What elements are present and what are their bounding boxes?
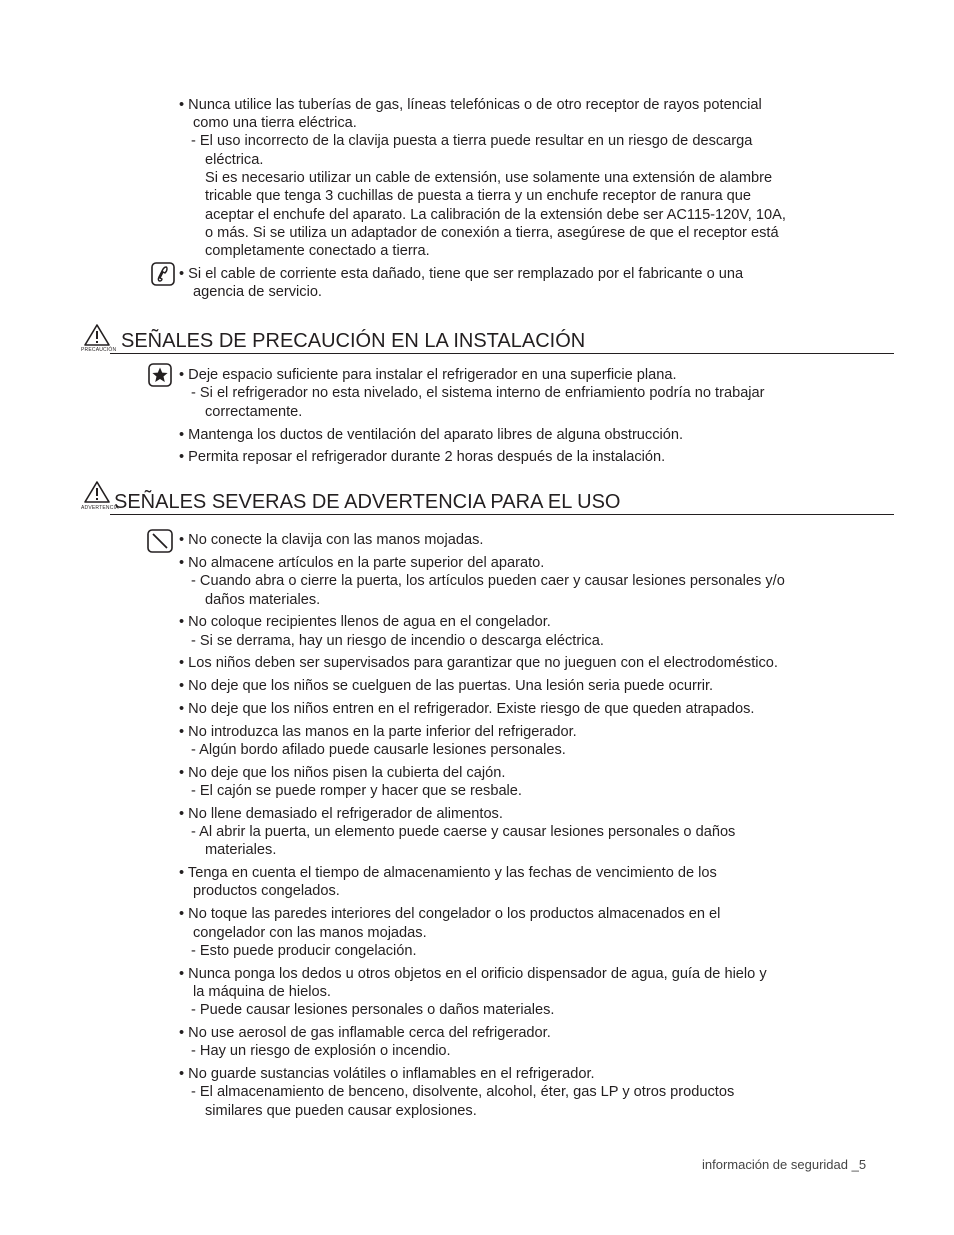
text-line: Si es necesario utilizar un cable de extensión, use solamente una extensión de alambre — [205, 170, 773, 186]
text-line: • No deje que los niños pisen la cubierta del cajón. — [179, 765, 506, 781]
text-line: • No coloque recipientes llenos de agua en el congelador. — [179, 614, 551, 630]
text-line: • Mantenga los ductos de ventilación del aparato libres de alguna obstrucción. — [179, 427, 684, 443]
text-line: tricable que tenga 3 cuchillas de puesta a tierra y un enchufe receptor de ranura que — [205, 188, 751, 204]
warning-triangle-icon — [84, 481, 110, 503]
text-line: • No deje que los niños entren en el refrigerador. Existe riesgo de que queden atrapados. — [179, 701, 755, 717]
text-line: productos congelados. — [193, 883, 340, 899]
text-line: - Si se derrama, hay un riesgo de incendio o descarga eléctrica. — [191, 633, 604, 649]
text-line: daños materiales. — [205, 592, 321, 608]
text-line: - Hay un riesgo de explosión o incendio. — [191, 1043, 451, 1059]
warning-icon-caption: ADVERTENCIA — [81, 505, 119, 511]
text-line: • No introduzca las manos en la parte inferior del refrigerador. — [179, 724, 577, 740]
section-divider — [110, 353, 894, 354]
text-line: • No llene demasiado el refrigerador de alimentos. — [179, 806, 503, 822]
text-line: • Tenga en cuenta el tiempo de almacenamiento y las fechas de vencimiento de los — [179, 865, 717, 881]
section-divider — [110, 514, 894, 515]
prohibited-icon — [147, 529, 173, 553]
text-line: • Si el cable de corriente esta dañado, tiene que ser remplazado por el fabricante o una — [179, 266, 744, 282]
important-star-icon — [148, 363, 172, 387]
warning-triangle-icon — [84, 324, 110, 346]
text-line: • No toque las paredes interiores del congelador o los productos almacenados en el — [179, 906, 721, 922]
text-line: similares que pueden causar explosiones. — [205, 1103, 477, 1119]
text-line: - Cuando abra o cierre la puerta, los artículos pueden caer y causar lesiones personales y/o — [191, 573, 785, 589]
text-line: • No guarde sustancias volátiles o inflamables en el refrigerador. — [179, 1066, 595, 1082]
text-line: - Si el refrigerador no esta nivelado, el sistema interno de enfriamiento podría no trabajar — [191, 385, 765, 401]
section-title: SEÑALES DE PRECAUCIÓN EN LA INSTALACIÓN — [121, 330, 586, 352]
text-line: - El almacenamiento de benceno, disolvente, alcohol, éter, gas LP y otros productos — [191, 1084, 735, 1100]
text-line: eléctrica. — [205, 152, 264, 168]
text-line: • No deje que los niños se cuelguen de las puertas. Una lesión seria puede ocurrir. — [179, 678, 714, 694]
text-line: correctamente. — [205, 404, 303, 420]
text-line: - El cajón se puede romper y hacer que se resbale. — [191, 783, 522, 799]
text-line: • Nunca ponga los dedos u otros objetos en el orificio dispensador de agua, guía de hielo y — [179, 966, 767, 982]
text-line: materiales. — [205, 842, 277, 858]
text-line: - Al abrir la puerta, un elemento puede caerse y causar lesiones personales o daños — [191, 824, 736, 840]
text-line: - Algún bordo afilado puede causarle lesiones personales. — [191, 742, 566, 758]
text-line: - Puede causar lesiones personales o daños materiales. — [191, 1002, 555, 1018]
text-line: como una tierra eléctrica. — [193, 115, 357, 131]
text-line: • No conecte la clavija con las manos mojadas. — [179, 532, 484, 548]
text-line: aceptar el enchufe del aparato. La calibración de la extensión debe ser AC115-120V, 10A, — [205, 207, 786, 223]
text-line: • Permita reposar el refrigerador durante 2 horas después de la instalación. — [179, 449, 666, 465]
call-service-icon — [151, 262, 175, 286]
text-line: agencia de servicio. — [193, 284, 322, 300]
text-line: • Deje espacio suficiente para instalar el refrigerador en una superficie plana. — [179, 367, 677, 383]
precaution-icon-caption: PRECAUCIÓN — [81, 347, 117, 353]
text-line: • No use aerosol de gas inflamable cerca del refrigerador. — [179, 1025, 551, 1041]
text-line: completamente conectado a tierra. — [205, 243, 430, 259]
text-line: - Esto puede producir congelación. — [191, 943, 417, 959]
text-line: • Nunca utilice las tuberías de gas, líneas telefónicas o de otro receptor de rayos potencial — [179, 97, 762, 113]
text-line: la máquina de hielos. — [193, 984, 331, 1000]
text-line: o más. Si se utiliza un adaptador de conexión a tierra, asegúrese de que el receptor está — [205, 225, 779, 241]
text-line: • Los niños deben ser supervisados para garantizar que no jueguen con el electrodoméstico. — [179, 655, 778, 671]
text-line: - El uso incorrecto de la clavija puesta a tierra puede resultar en un riesgo de descarga — [191, 133, 753, 149]
section-title: SEÑALES SEVERAS DE ADVERTENCIA PARA EL USO — [114, 491, 621, 513]
text-line: congelador con las manos mojadas. — [193, 925, 427, 941]
text-line: • No almacene artículos en la parte superior del aparato. — [179, 555, 545, 571]
page-footer: información de seguridad _5 — [702, 1157, 867, 1172]
